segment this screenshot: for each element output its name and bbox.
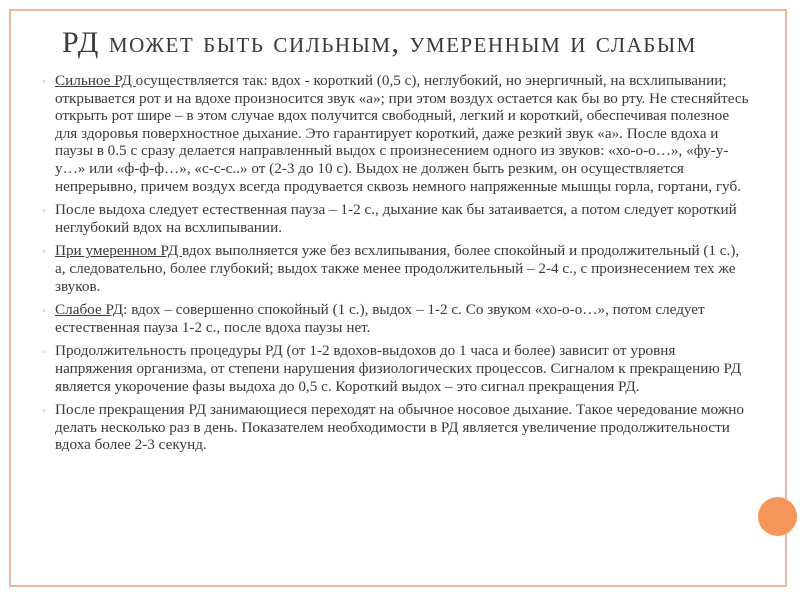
paragraph-strong [42, 72, 752, 195]
decorative-circle-icon [758, 497, 797, 536]
paragraph-text [55, 242, 752, 295]
paragraph-text [55, 301, 752, 336]
bullet-icon: ◦ [42, 305, 46, 318]
paragraph-moderate [42, 242, 752, 295]
bullet-icon: ◦ [42, 346, 46, 359]
paragraph-body: После выдоха следует естественная пауза – 1-2 с., дыхание как бы затаивается, а потом следует короткий неглубокий вдох на всхлипывании. [55, 201, 737, 236]
paragraph-lead: Слабое РД [55, 301, 124, 319]
paragraph-body: После прекращения РД занимающиеся переходят на обычное носовое дыхание. Такое чередование можно делать несколько раз в день. Показателем необходимости в РД является увеличение продолжительности вдоха более 2-3 секунд. [55, 401, 744, 454]
slide-content [42, 72, 752, 460]
paragraph-body: вдох выполняется уже без всхлипывания, более спокойный и продолжительный (1 с.), а, следовательно, более глубокий; выдох также менее продолжительный – 2-4 с., с произнесением тех же звуков. [55, 242, 740, 295]
bullet-icon: ◦ [42, 205, 46, 218]
paragraph-duration [42, 342, 752, 395]
paragraph-lead: При умеренном РД [55, 242, 182, 260]
paragraph-text [55, 72, 752, 195]
slide-title: РД может быть сильным, умеренным и слабым [62, 26, 697, 59]
bullet-icon: ◦ [42, 76, 46, 88]
paragraph-body: Продолжительность процедуры РД (от 1-2 вдохов-выдохов до 1 часа и более) зависит от уровня напряжения организма, от степени нарушения физиологических процессов. Сигналом к прекращению РД является укорочение фазы выдоха до 0,5 с. Короткий выдох – это сигнал прекращения РД. [55, 342, 742, 395]
paragraph-body: осуществляется так: вдох - короткий (0,5 с), неглубокий, но энергичный, на всхлипывании; открывается рот и на вдохе произносится звук «а»; при этом воздух остается как бы во рту. Не стесняйтесь открыть рот шире – в этом случае вдох получится свободный, легкий и короткий, обеспечивая полезное для здоровья поверхностное дыхание. Это гарантирует короткий, даже резкий звук «а». После вдоха и паузы в 0.5 с сразу делается направленный выдох с произнесением одного из звуков: «хо-о-о…», «фу-у-у…» или «ф-ф-ф…», «с-с-с..» от (2-3 до 10 с). Выдох не должен быть резким, он осуществляется непрерывно, причем воздух всегда продувается сквозь немного напряженные мышцы горла, гортани, губ. [55, 72, 749, 195]
bullet-icon: ◦ [42, 405, 46, 418]
paragraph-weak [42, 301, 752, 336]
paragraph-body: : вдох – совершенно спокойный (1 с.), выдох – 1-2 с. Со звуком «хо-о-о…», потом следует естественная пауза 1-2 с., после вдоха паузы нет. [55, 301, 705, 336]
paragraph-pause [42, 201, 752, 236]
paragraph-after [42, 401, 752, 454]
bullet-icon: ◦ [42, 246, 46, 259]
paragraph-lead: Сильное РД [55, 72, 136, 89]
